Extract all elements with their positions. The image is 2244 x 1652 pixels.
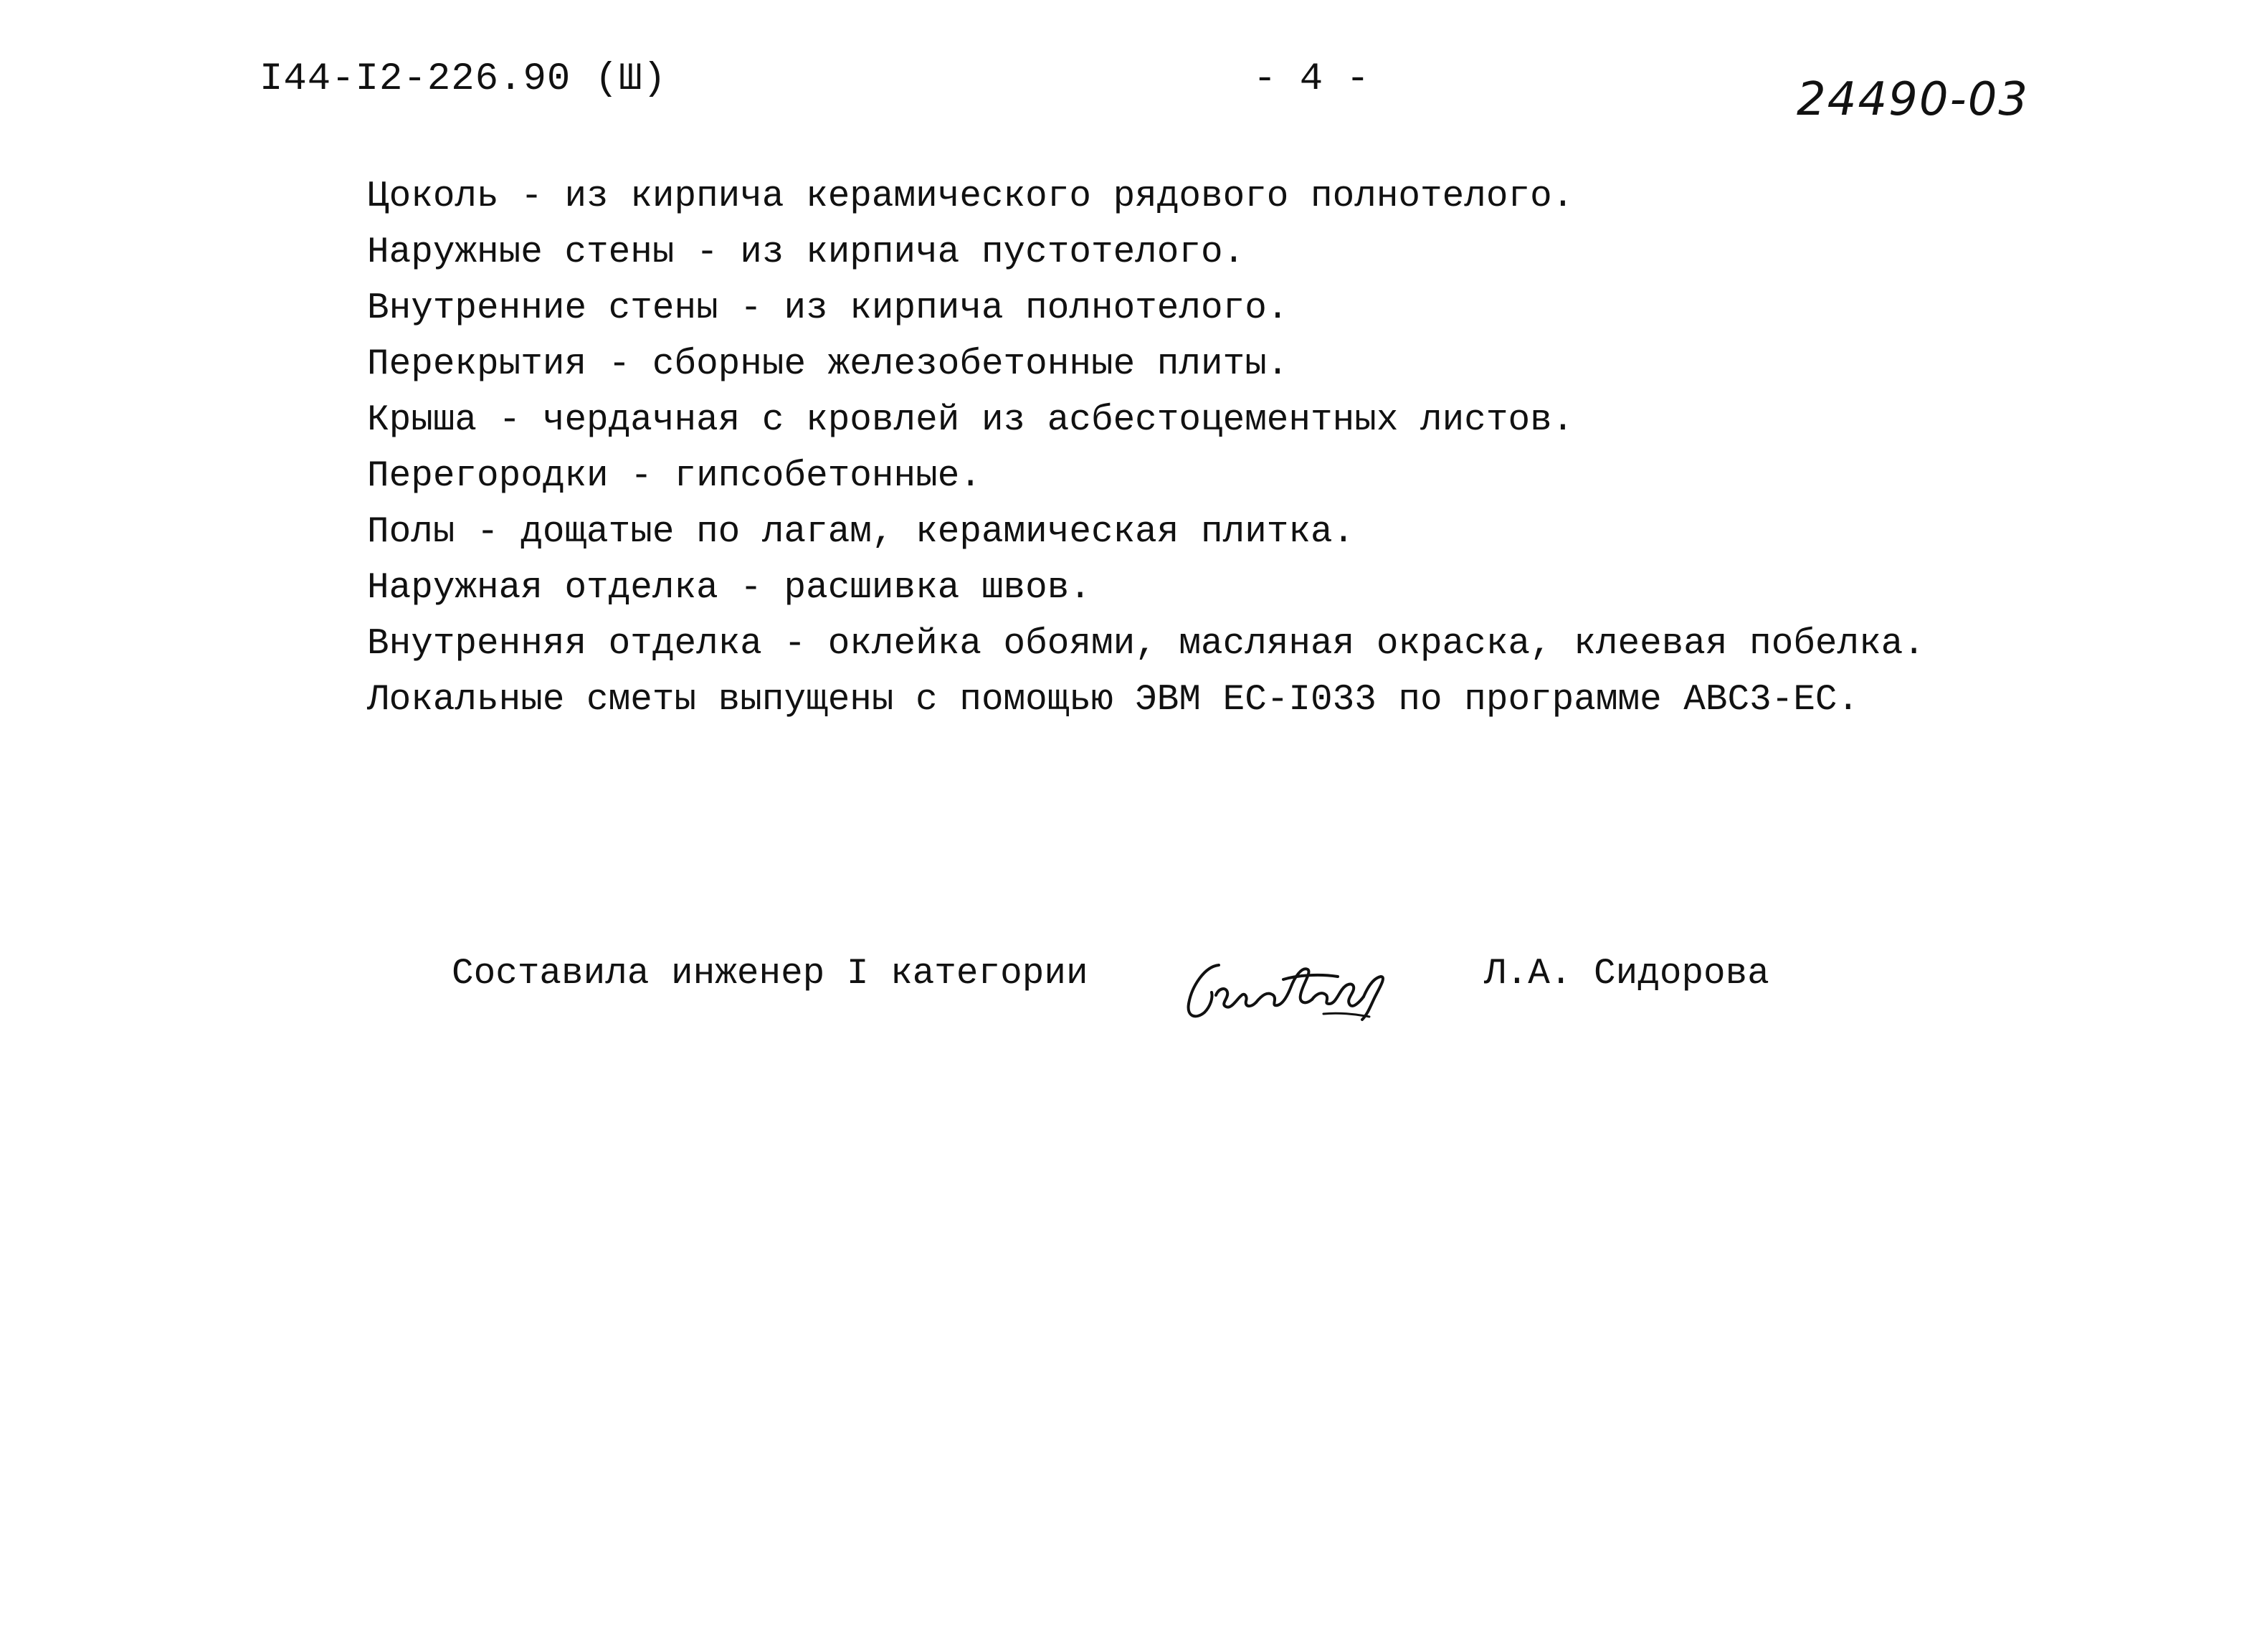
construction-specifications [367, 169, 1925, 728]
document-code: I44-I2-226.90 (Ш) [260, 57, 667, 101]
spec-line-roof: Крыша - чердачная с кровлей из асбестоцементных листов. [367, 400, 1574, 441]
spec-line-interior-walls: Внутренние стены - из кирпича полнотелого. [367, 288, 1289, 329]
spec-line-interior-finish: Внутренняя отделка - оклейка обоями, масляная окраска, клеевая побелка. [367, 624, 1925, 665]
signer-role: Составила инженер I категории [452, 954, 1088, 994]
archive-number: 24490-03 [1797, 73, 2030, 126]
spec-line-plinth: Цоколь - из кирпича керамического рядового полнотелого. [367, 176, 1574, 217]
spec-line-exterior-walls: Наружные стены - из кирпича пустотелого. [367, 232, 1245, 273]
signature-block [452, 945, 1886, 1031]
spec-line-partitions: Перегородки - гипсобетонные. [367, 456, 981, 497]
spec-line-floors-slabs: Перекрытия - сборные железобетонные плиты. [367, 344, 1289, 385]
spec-line-estimates-note: Локальные сметы выпущены с помощью ЭВМ ЕС-I033 по программе АВС3-ЕС. [367, 680, 1860, 721]
handwritten-signature-icon [1176, 945, 1412, 1031]
spec-line-exterior-finish: Наружная отделка - расшивка швов. [367, 568, 1091, 609]
page-number: - 4 - [1253, 57, 1370, 101]
signer-name: Л.А. Сидорова [1484, 954, 1769, 994]
spec-line-flooring: Полы - дощатые по лагам, керамическая плитка. [367, 512, 1355, 553]
